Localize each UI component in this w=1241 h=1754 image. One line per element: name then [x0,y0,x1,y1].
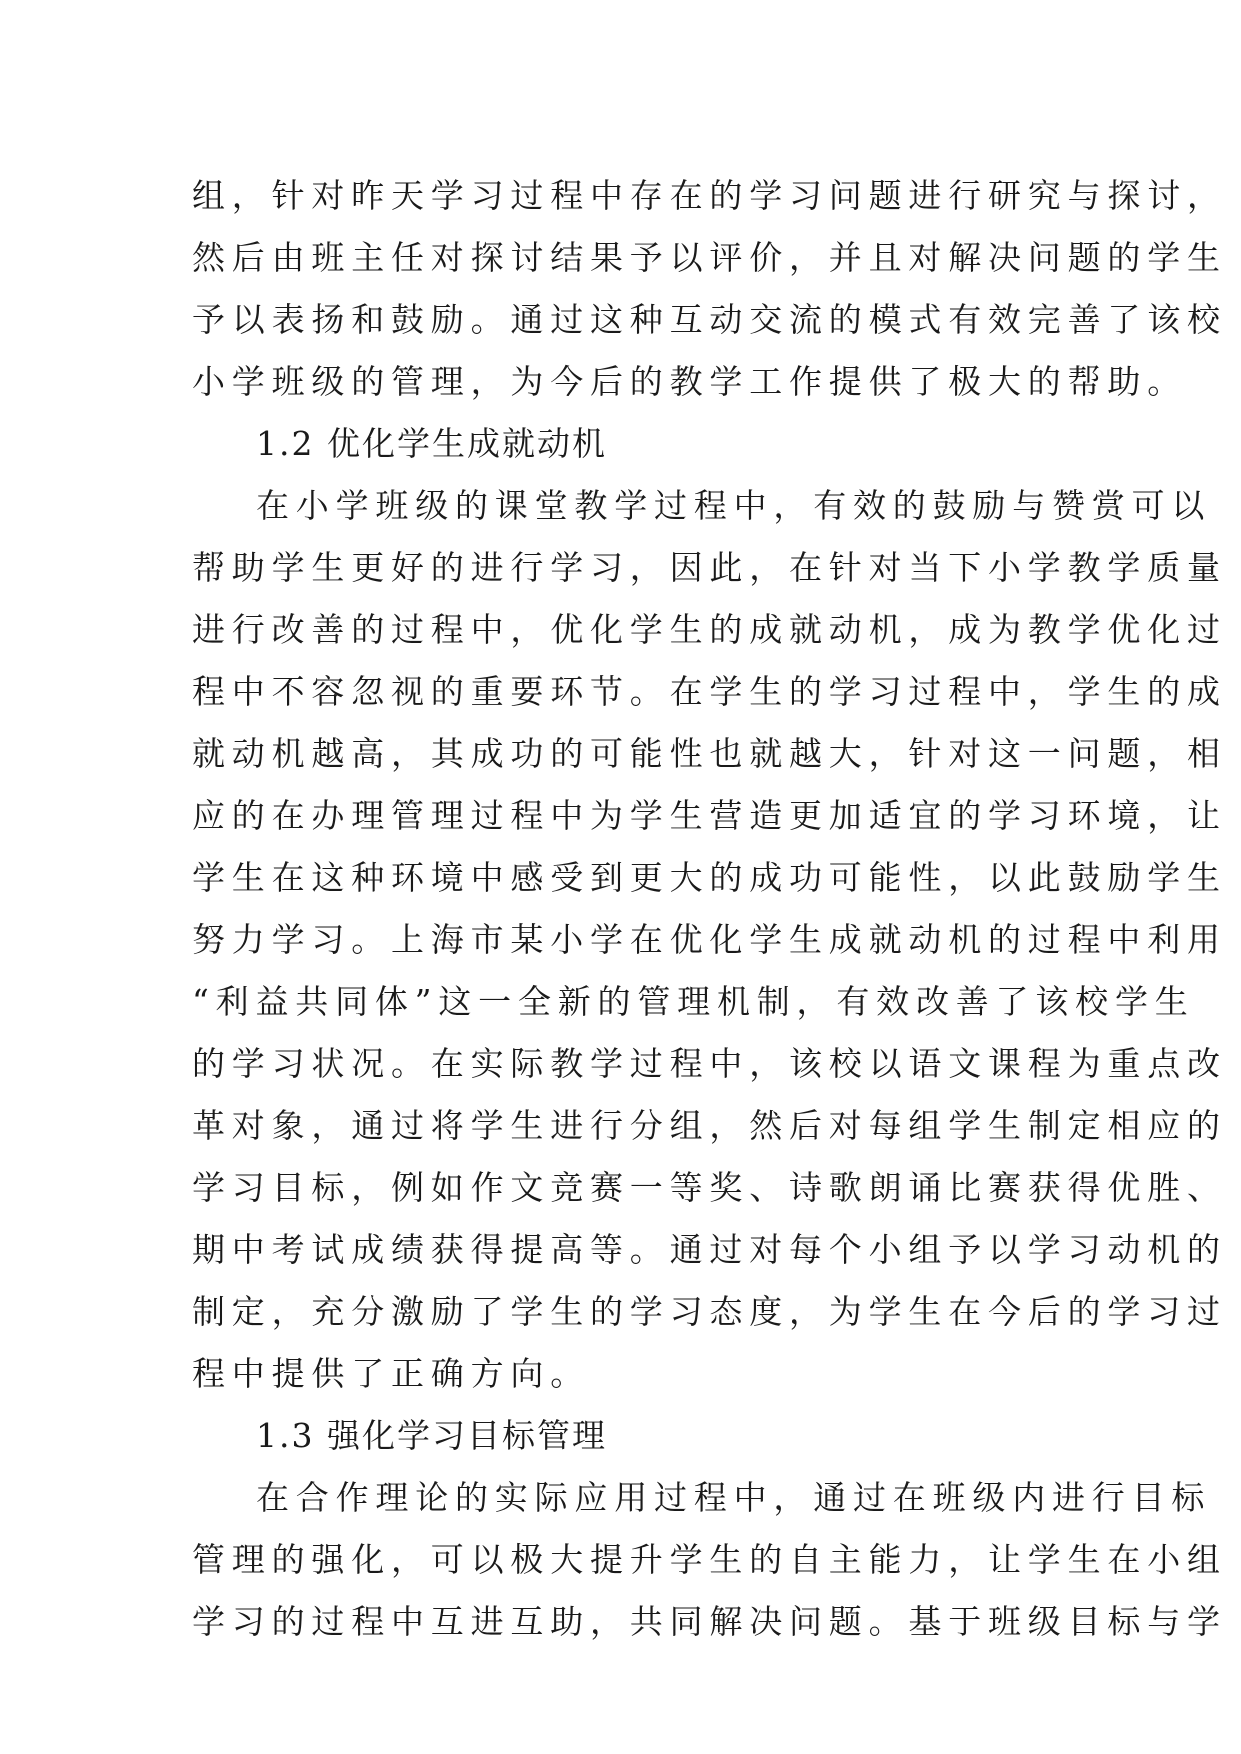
body-text-line: 学习目标，例如作文竞赛一等奖、诗歌朗诵比赛获得优胜、 [192,1168,1227,1207]
body-text-line: 小学班级的管理，为今后的教学工作提供了极大的帮助。 [192,362,1187,401]
body-text-line: 进行改善的过程中，优化学生的成就动机，成为教学优化过 [192,610,1227,649]
body-text-line: 帮助学生更好的进行学习，因此，在针对当下小学教学质量 [192,548,1227,587]
paragraph-first-line: 在小学班级的课堂教学过程中，有效的鼓励与赞赏可以 [256,486,1212,525]
body-text-line: 应的在办理管理过程中为学生营造更加适宜的学习环境，让 [192,796,1227,835]
body-text-line: 学习的过程中互进互助，共同解决问题。基于班级目标与学 [192,1602,1227,1641]
body-text-line: 予以表扬和鼓励。通过这种互动交流的模式有效完善了该校 [192,300,1227,339]
paragraph-first-line: 在合作理论的实际应用过程中，通过在班级内进行目标 [256,1478,1212,1517]
body-text-line: 期中考试成绩获得提高等。通过对每个小组予以学习动机的 [192,1230,1227,1269]
body-text-line: 就动机越高，其成功的可能性也就越大，针对这一问题，相 [192,734,1227,773]
body-text-line: 的学习状况。在实际教学过程中，该校以语文课程为重点改 [192,1044,1227,1083]
body-text-line: 组，针对昨天学习过程中存在的学习问题进行研究与探讨， [192,176,1227,215]
body-text-line: 制定，充分激励了学生的学习态度，为学生在今后的学习过 [192,1292,1227,1331]
body-text-line: 程中提供了正确方向。 [192,1354,590,1393]
body-text-line: 努力学习。上海市某小学在优化学生成就动机的过程中利用 [192,920,1227,959]
body-text-line: 程中不容忽视的重要环节。在学生的学习过程中，学生的成 [192,672,1227,711]
body-text-line: 学生在这种环境中感受到更大的成功可能性，以此鼓励学生 [192,858,1227,897]
section-heading: 1.3 强化学习目标管理 [256,1416,607,1455]
body-text-line: 然后由班主任对探讨结果予以评价，并且对解决问题的学生 [192,238,1227,277]
section-heading: 1.2 优化学生成就动机 [256,424,607,463]
body-text-line: “利益共同体”这一全新的管理机制，有效改善了该校学生 [192,982,1195,1021]
body-text-line: 管理的强化，可以极大提升学生的自主能力，让学生在小组 [192,1540,1227,1579]
body-text-line: 革对象，通过将学生进行分组，然后对每组学生制定相应的 [192,1106,1227,1145]
